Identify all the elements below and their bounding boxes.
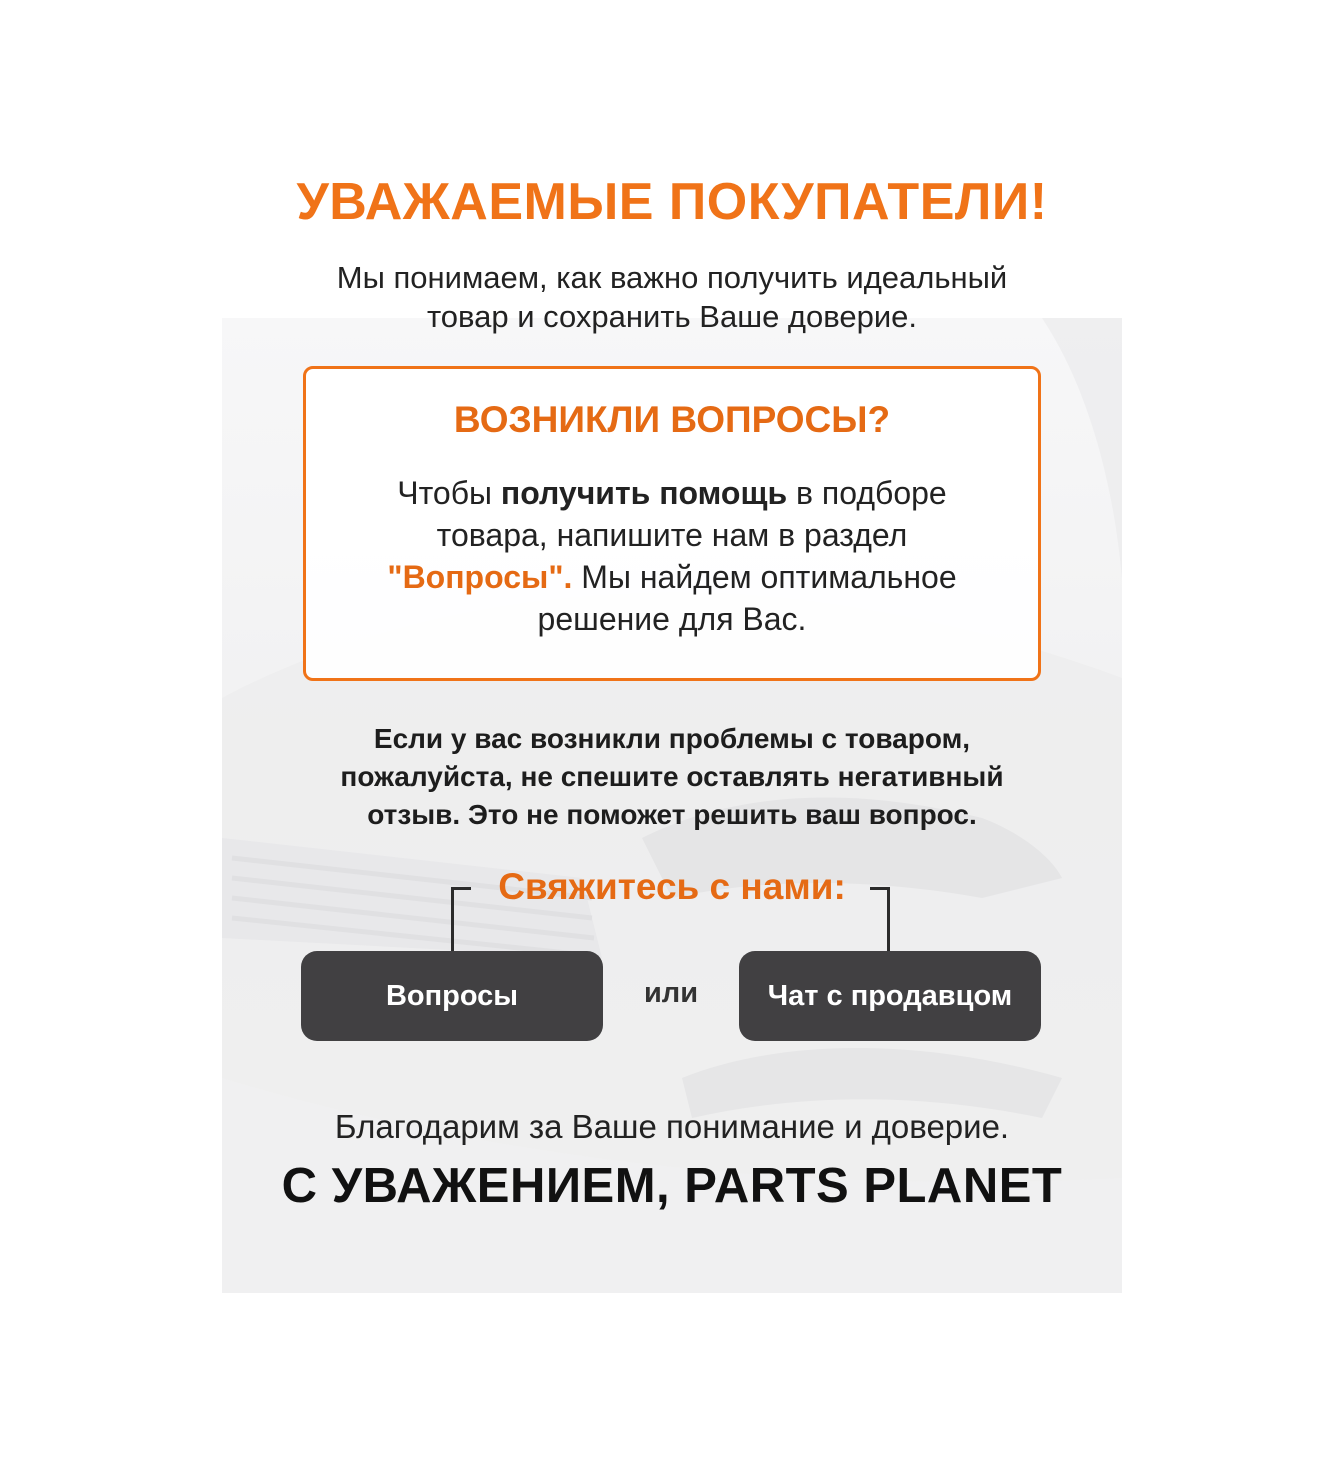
contact-title: Свяжитесь с нами:: [498, 866, 846, 907]
warning-line-1: Если у вас возникли проблемы с товаром,: [373, 723, 971, 754]
questions-button[interactable]: Вопросы: [301, 951, 603, 1041]
thanks-text: Благодарим за Ваше понимание и доверие.: [334, 1108, 1010, 1145]
page-title: УВАЖАЕМЫЕ ПОКУПАТЕЛИ!: [296, 173, 1048, 231]
bracket-left-horizontal: [451, 887, 471, 890]
warning-text: [0, 720, 1344, 834]
questions-text-part1: Чтобы: [397, 475, 501, 511]
bracket-right-vertical: [887, 887, 890, 951]
questions-text-part3: Мы найдем оптимальное решение для Вас.: [537, 559, 957, 637]
questions-section-link[interactable]: "Вопросы".: [387, 559, 573, 595]
questions-box-text: [346, 472, 998, 640]
questions-text-part2: в подборе товара, напишите нам в раздел: [436, 475, 947, 553]
questions-text-bold: получить помощь: [500, 475, 788, 511]
questions-box: [303, 366, 1041, 681]
chat-with-seller-button[interactable]: Чат с продавцом: [739, 951, 1041, 1041]
warning-line-2: пожалуйста, не спешите оставлять негативный: [340, 761, 1004, 792]
signature: С УВАЖЕНИЕМ, PARTS PLANET: [281, 1159, 1063, 1213]
warning-line-3: отзыв. Это не поможет решить ваш вопрос.: [367, 799, 977, 830]
bracket-left-vertical: [451, 887, 454, 951]
intro-text: [0, 258, 1344, 336]
intro-line-2: товар и сохранить Ваше доверие.: [426, 299, 918, 334]
questions-box-title: ВОЗНИКЛИ ВОПРОСЫ?: [453, 399, 891, 440]
intro-line-1: Мы понимаем, как важно получить идеальный: [336, 260, 1008, 295]
or-separator: или: [643, 977, 699, 1009]
